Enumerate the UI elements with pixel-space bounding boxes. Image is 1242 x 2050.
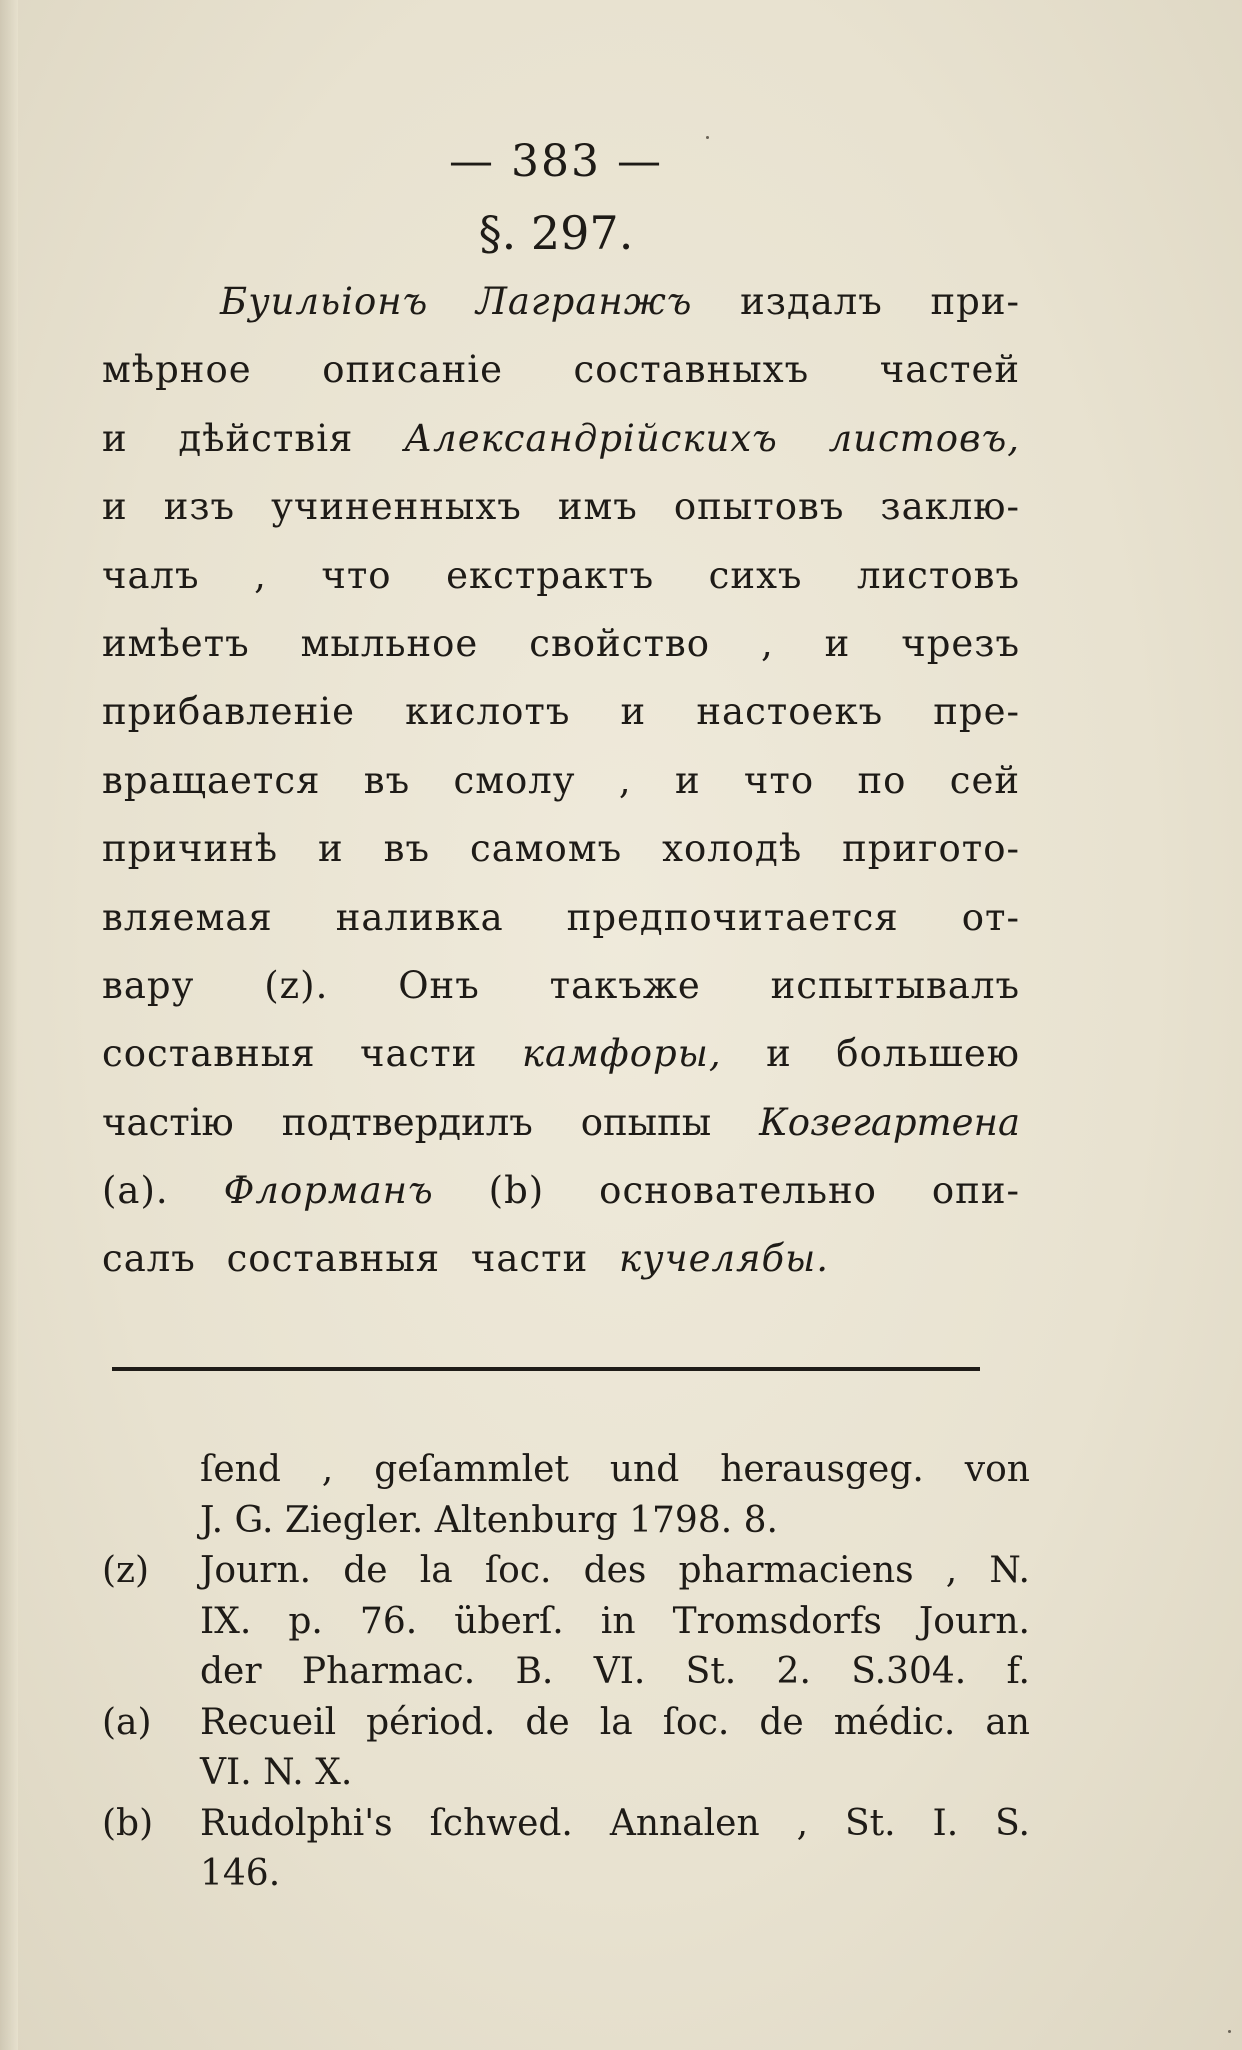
text-segment: и дѣйствія [102,416,354,460]
footnotes [102,1445,1030,1900]
footnote-line: IX. p. 76. überſ. in Tromsdorfs Journ. [200,1600,1030,1642]
footnote-a [102,1698,1030,1799]
italic-name: Флорманъ [223,1169,434,1213]
footnote-z [102,1546,1030,1698]
text-line: вляемая наливка предпочитается от- [102,895,1020,939]
footnote-ref: (a). [102,1169,169,1213]
footnote-divider [112,1367,980,1371]
text-line [102,405,1020,473]
page-number: — 383 — [449,136,663,187]
footnote-mark: (b) [102,1802,154,1844]
text-line: вращается въ смолу , и что по сей [102,758,1020,802]
body-text [102,268,1020,1294]
text-line: вару (z). Онъ такъже испытывалъ [102,963,1020,1007]
footnote-continuation [102,1445,1030,1546]
text-line [102,1225,1020,1293]
footnote-mark: (a) [102,1701,152,1743]
section-heading: §. 297. [478,206,634,260]
footnote-line: Recueil périod. de la ſoc. de médic. an [200,1701,1030,1743]
paper-speck [1228,2030,1231,2033]
footnote-body [200,1698,1030,1799]
text-line: чалъ , что екстрактъ сихъ листовъ [102,553,1020,597]
footnote-line: VI. N. X. [200,1752,353,1793]
text-line: мѣрное описаніе составныхъ частей [102,348,1020,392]
italic-names: Буильіонъ Лагранжъ [220,280,693,323]
footnote-body [200,1445,1030,1546]
text-segment: и большею [766,1032,1020,1076]
italic-term: кучелябы. [619,1237,830,1281]
text-segment: (b) основательно опи- [488,1169,1021,1213]
paper-speck [706,136,709,139]
page-edge-shadow [0,0,18,2050]
italic-name: Козегартена [759,1100,1020,1144]
footnote-line: 146. [200,1853,281,1894]
text-segment: издалъ при- [740,280,1020,323]
italic-term: камфоры, [521,1032,722,1076]
footnote-line: Rudolphi's ſchwed. Annalen , St. I. S. [200,1802,1030,1844]
footnote-line: Journ. de la ſoc. des pharmaciens , N. [200,1550,1030,1591]
footnote-line: der Pharmac. B. VI. St. 2. S.304. f. [200,1651,1030,1692]
text-line [102,1020,1020,1088]
text-line [102,1157,1020,1225]
footnote-body [200,1546,1030,1698]
text-line [102,268,1020,336]
text-line [102,1089,1020,1157]
footnote-text: J. G. Ziegler. Altenburg 1798. 8. [200,1499,778,1541]
footnote-body [200,1799,1030,1900]
text-segment: составныя части [102,1032,478,1076]
footnote-line [200,1496,1030,1547]
text-line: и изъ учиненныхъ имъ опытовъ заклю- [102,485,1020,529]
text-segment: салъ составныя части [102,1237,589,1281]
footnote-mark: (z) [102,1550,150,1591]
italic-term: Александрійскихъ листовъ, [404,416,1021,460]
footnote-line: ſend , geſammlet und herausgeg. von [200,1449,1030,1490]
text-line: имѣетъ мыльное свойство , и чрезъ [102,621,1020,665]
text-segment: частію подтвердилъ опыпы [102,1100,712,1144]
footnote-b [102,1799,1030,1900]
text-line: причинѣ и въ самомъ холодѣ пригото- [102,827,1020,871]
text-line: прибавленіе кислотъ и настоекъ пре- [102,690,1020,734]
